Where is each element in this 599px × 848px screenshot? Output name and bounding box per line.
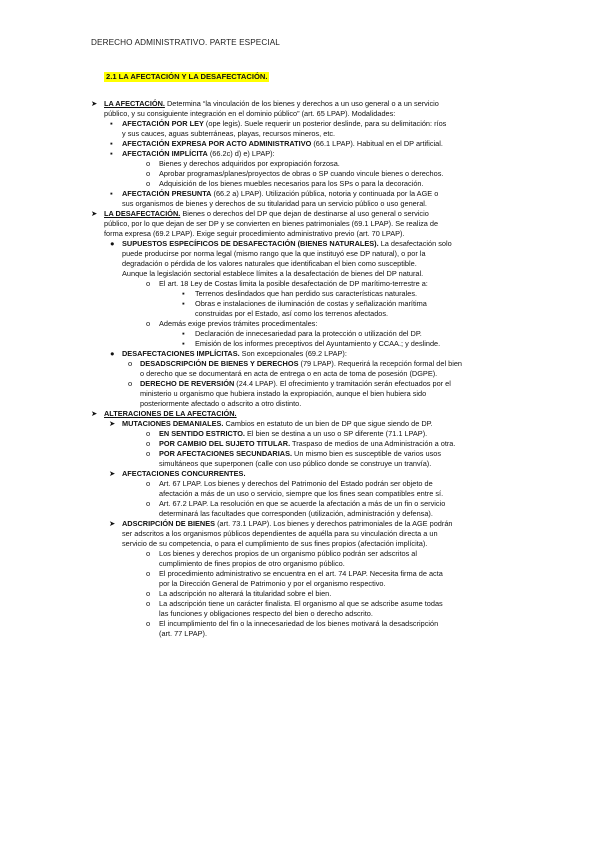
text-line bbox=[122, 119, 514, 129]
heading-underlined: LA DESAFECTACIÓN. bbox=[104, 209, 181, 218]
bold-term: SUPUESTOS ESPECÍFICOS DE DESAFECTACIÓN (BIENES NATURALES). bbox=[122, 239, 379, 248]
circle-bullet-icon: o bbox=[146, 179, 151, 188]
text-run: Aunque la legislación sectorial establece límites a la desafectación de bienes del DP natural. bbox=[122, 269, 424, 278]
text-line bbox=[140, 359, 514, 369]
circle-bullet-icon: o bbox=[146, 549, 151, 558]
text-run: Determina “la vinculación de los bienes y derechos a un uso general o a un servicio bbox=[164, 99, 439, 108]
dot-bullet-icon: ● bbox=[110, 349, 115, 358]
text-run: cumplimiento de fines propios de otro organismo público. bbox=[159, 559, 345, 568]
circle-bullet-icon: o bbox=[146, 599, 151, 608]
text-line bbox=[122, 199, 514, 209]
circle-bullet-icon: o bbox=[146, 619, 151, 628]
text-line bbox=[195, 309, 514, 319]
page-header: DERECHO ADMINISTRATIVO. PARTE ESPECIAL bbox=[91, 38, 280, 47]
text-run: (art. 77 LPAP). bbox=[159, 629, 208, 638]
text-line bbox=[122, 349, 514, 359]
text-run: las funciones y obligaciones respecto del bien o derecho adscrito. bbox=[159, 609, 373, 618]
circle-bullet-icon: o bbox=[146, 319, 151, 328]
square-bullet-icon: ▪ bbox=[110, 189, 113, 198]
text-line bbox=[159, 629, 514, 639]
text-run: y sus cauces, aguas subterráneas, playas, recursos mineros, etc. bbox=[122, 129, 336, 138]
text-line bbox=[195, 329, 514, 339]
arrow-bullet-icon: ➤ bbox=[91, 409, 98, 418]
text-run: Bienes o derechos del DP que dejan de destinarse al uso general o servicio bbox=[180, 209, 429, 218]
text-line bbox=[104, 409, 514, 419]
text-line bbox=[159, 459, 514, 469]
text-run: Terrenos deslindados que han perdido sus características naturales. bbox=[195, 289, 418, 298]
text-run: servicio de su competencia, o para el cumplimiento de sus fines propios (afectación implícita). bbox=[122, 539, 428, 548]
text-line bbox=[159, 319, 514, 329]
text-line bbox=[159, 619, 514, 629]
text-run: La adscripción no alterará la titularidad sobre el bien. bbox=[159, 589, 332, 598]
text-run: degradación o pérdida de los valores naturales que identificaban el bien como susceptible. bbox=[122, 259, 417, 268]
square-bullet-icon: ▪ bbox=[182, 339, 185, 348]
text-run: (66.2 a) LPAP). Utilización pública, notoria y continuada por la AGE o bbox=[211, 189, 439, 198]
text-run: Adquisición de los bienes muebles necesarios para los SPs o para la decoración. bbox=[159, 179, 424, 188]
text-line bbox=[159, 479, 514, 489]
text-run: sus organismos de bienes y derechos de su titularidad para un servicio público o uso general. bbox=[122, 199, 427, 208]
text-run: La adscripción tiene un carácter finalista. El organismo al que se adscribe asume todas bbox=[159, 599, 443, 608]
circle-bullet-icon: o bbox=[146, 159, 151, 168]
text-line bbox=[159, 279, 514, 289]
text-run: Art. 67.2 LPAP. La resolución en que se acuerde la afectación a más de un fin o servicio bbox=[159, 499, 446, 508]
text-line bbox=[159, 509, 514, 519]
arrow-bullet-icon: ➤ bbox=[91, 99, 98, 108]
text-line bbox=[104, 229, 514, 239]
text-line bbox=[104, 109, 514, 119]
text-line bbox=[122, 139, 514, 149]
text-line bbox=[122, 189, 514, 199]
text-run: Bienes y derechos adquiridos por expropiación forzosa. bbox=[159, 159, 340, 168]
text-run: Obras e instalaciones de iluminación de costas y señalización marítima bbox=[195, 299, 427, 308]
text-run: forma expresa (69.2 LPAP). Exige seguir procedimiento administrativo previo (art. 70 LPAP). bbox=[104, 229, 405, 238]
text-line bbox=[104, 209, 514, 219]
heading-underlined: ALTERACIONES DE LA AFECTACIÓN. bbox=[104, 409, 237, 418]
circle-bullet-icon: o bbox=[146, 169, 151, 178]
text-line bbox=[122, 519, 514, 529]
text-line bbox=[104, 219, 514, 229]
bold-term: AFECTACIÓN PRESUNTA bbox=[122, 189, 212, 198]
text-run: público, y su consiguiente integración en el dominio público” (art. 65 LPAP). Modalidades: bbox=[104, 109, 396, 118]
bold-term: AFECTACIÓN POR LEY bbox=[122, 119, 204, 128]
text-run: (24.4 LPAP). El ofrecimiento y tramitación serán efectuados por el bbox=[234, 379, 451, 388]
text-line bbox=[140, 379, 514, 389]
text-run: puede producirse por norma legal (mismo rango que la que instituyó ese DP natural), o por la bbox=[122, 249, 426, 258]
text-run: Aprobar programas/planes/proyectos de obras o SP cuando vincule bienes o derechos. bbox=[159, 169, 444, 178]
circle-bullet-icon: o bbox=[128, 379, 133, 388]
text-line bbox=[159, 499, 514, 509]
text-line bbox=[159, 179, 514, 189]
text-run: Traspaso de medios de una Administración a otra. bbox=[290, 439, 456, 448]
bold-term: AFECTACIONES CONCURRENTES. bbox=[122, 469, 246, 478]
text-line bbox=[159, 569, 514, 579]
dot-bullet-icon: ● bbox=[110, 239, 115, 248]
text-line bbox=[159, 169, 514, 179]
text-run: afectación a más de un uso o servicio, siempre que los fines sean compatibles entre sí. bbox=[159, 489, 444, 498]
text-run: ministerio u organismo que hubiera instado la expropiación, aunque el bien hubiera sido bbox=[140, 389, 427, 398]
arrow-bullet-icon: ➤ bbox=[109, 419, 116, 428]
square-bullet-icon: ▪ bbox=[182, 299, 185, 308]
text-line bbox=[122, 249, 514, 259]
text-run: determinará las facultades que corresponden (utilización, administración y defensa). bbox=[159, 509, 433, 518]
text-line bbox=[195, 289, 514, 299]
circle-bullet-icon: o bbox=[146, 479, 151, 488]
text-line bbox=[140, 369, 514, 379]
section-title: 2.1 LA AFECTACIÓN Y LA DESAFECTACIÓN. bbox=[106, 72, 268, 81]
text-run: Son excepcionales (69.2 LPAP): bbox=[239, 349, 347, 358]
text-line bbox=[122, 539, 514, 549]
text-line bbox=[159, 579, 514, 589]
bold-term: DESAFECTACIONES IMPLÍCITAS. bbox=[122, 349, 240, 358]
text-run: Declaración de innecesariedad para la protección o utilización del DP. bbox=[195, 329, 422, 338]
arrow-bullet-icon: ➤ bbox=[109, 519, 116, 528]
text-line bbox=[159, 599, 514, 609]
text-run: El art. 18 Ley de Costas limita la posible desafectación de DP marítimo-terrestre a: bbox=[159, 279, 428, 288]
text-run: (66.1 LPAP). Habitual en el DP artificial. bbox=[311, 139, 443, 148]
text-line bbox=[195, 299, 514, 309]
text-run: Emisión de los informes preceptivos del Ayuntamiento y CCAA.; y deslinde. bbox=[195, 339, 441, 348]
text-run: por la Dirección General de Patrimonio y por el organismo respectivo. bbox=[159, 579, 386, 588]
circle-bullet-icon: o bbox=[146, 499, 151, 508]
text-run: El procedimiento administrativo se encuentra en el art. 74 LPAP. Necesita firma de acta bbox=[159, 569, 443, 578]
text-line bbox=[159, 429, 514, 439]
text-run: Un mismo bien es susceptible de varios usos bbox=[292, 449, 441, 458]
text-run: posteriormente afectado o adscrito a otro distinto. bbox=[140, 399, 302, 408]
text-line bbox=[159, 549, 514, 559]
text-run: (66.2c) d) e) LPAP): bbox=[207, 149, 275, 158]
text-line bbox=[122, 269, 514, 279]
text-line bbox=[122, 469, 514, 479]
text-run: ser adscritos a los organismos públicos dependientes de aquélla para su vinculación directa a un bbox=[122, 529, 438, 538]
bold-term: POR AFECTACIONES SECUNDARIAS. bbox=[159, 449, 293, 458]
text-run: Los bienes y derechos propios de un organismo público podrán ser adscritos al bbox=[159, 549, 417, 558]
text-line bbox=[159, 439, 514, 449]
text-run: (art. 73.1 LPAP). Los bienes y derechos patrimoniales de la AGE podrán bbox=[215, 519, 453, 528]
text-line bbox=[159, 609, 514, 619]
square-bullet-icon: ▪ bbox=[110, 139, 113, 148]
text-line bbox=[122, 419, 514, 429]
bold-term: AFECTACIÓN IMPLÍCITA bbox=[122, 149, 208, 158]
circle-bullet-icon: o bbox=[146, 439, 151, 448]
text-line bbox=[159, 489, 514, 499]
circle-bullet-icon: o bbox=[128, 359, 133, 368]
text-line bbox=[122, 149, 514, 159]
text-run: (ope legis). Suele requerir un posterior deslinde, para su delimitación: ríos bbox=[203, 119, 447, 128]
bold-term: ADSCRIPCIÓN DE BIENES bbox=[122, 519, 216, 528]
square-bullet-icon: ▪ bbox=[110, 149, 113, 158]
circle-bullet-icon: o bbox=[146, 279, 151, 288]
text-run: o derecho que se documentará en acta de entrega o en acta de toma de posesión (DGPE). bbox=[140, 369, 438, 378]
text-run: simultáneos que superponen (calle con uso público donde se construye un tranvía). bbox=[159, 459, 432, 468]
bold-term: POR CAMBIO DEL SUJETO TITULAR. bbox=[159, 439, 291, 448]
text-line bbox=[104, 99, 514, 109]
text-line bbox=[140, 399, 514, 409]
circle-bullet-icon: o bbox=[146, 429, 151, 438]
text-line bbox=[122, 129, 514, 139]
circle-bullet-icon: o bbox=[146, 589, 151, 598]
text-run: Cambios en estatuto de un bien de DP que sigue siendo de DP. bbox=[223, 419, 433, 428]
square-bullet-icon: ▪ bbox=[110, 119, 113, 128]
text-line bbox=[122, 259, 514, 269]
text-run: público, por lo que dejan de ser DP y se convierten en bienes patrimoniales (69.1 LPAP). Se realiza de bbox=[104, 219, 439, 228]
text-line bbox=[159, 159, 514, 169]
bold-term: EN SENTIDO ESTRICTO. bbox=[159, 429, 245, 438]
text-line bbox=[122, 529, 514, 539]
square-bullet-icon: ▪ bbox=[182, 329, 185, 338]
text-run: El bien se destina a un uso o SP diferente (71.1 LPAP). bbox=[244, 429, 428, 438]
text-line bbox=[159, 559, 514, 569]
text-run: Además exige previos trámites procedimentales: bbox=[159, 319, 318, 328]
heading-underlined: LA AFECTACIÓN. bbox=[104, 99, 165, 108]
text-line bbox=[122, 239, 514, 249]
text-run: La desafectación solo bbox=[378, 239, 452, 248]
square-bullet-icon: ▪ bbox=[182, 289, 185, 298]
bold-term: AFECTACIÓN EXPRESA POR ACTO ADMINISTRATIVO bbox=[122, 139, 312, 148]
text-run: El incumplimiento del fin o la innecesariedad de los bienes motivará la desadscripción bbox=[159, 619, 439, 628]
text-line bbox=[159, 449, 514, 459]
text-line bbox=[140, 389, 514, 399]
text-run: construidas por el Estado, así como los terrenos afectados. bbox=[195, 309, 389, 318]
text-run: (79 LPAP). Requerirá la recepción formal del bien bbox=[298, 359, 463, 368]
bold-term: DERECHO DE REVERSIÓN bbox=[140, 379, 235, 388]
bold-term: MUTACIONES DEMANIALES. bbox=[122, 419, 224, 428]
text-line bbox=[159, 589, 514, 599]
text-run: Art. 67 LPAP. Los bienes y derechos del Patrimonio del Estado podrán ser objeto de bbox=[159, 479, 433, 488]
arrow-bullet-icon: ➤ bbox=[91, 209, 98, 218]
circle-bullet-icon: o bbox=[146, 569, 151, 578]
text-line bbox=[195, 339, 514, 349]
bold-term: DESADSCRIPCIÓN DE BIENES Y DERECHOS bbox=[140, 359, 299, 368]
arrow-bullet-icon: ➤ bbox=[109, 469, 116, 478]
circle-bullet-icon: o bbox=[146, 449, 151, 458]
